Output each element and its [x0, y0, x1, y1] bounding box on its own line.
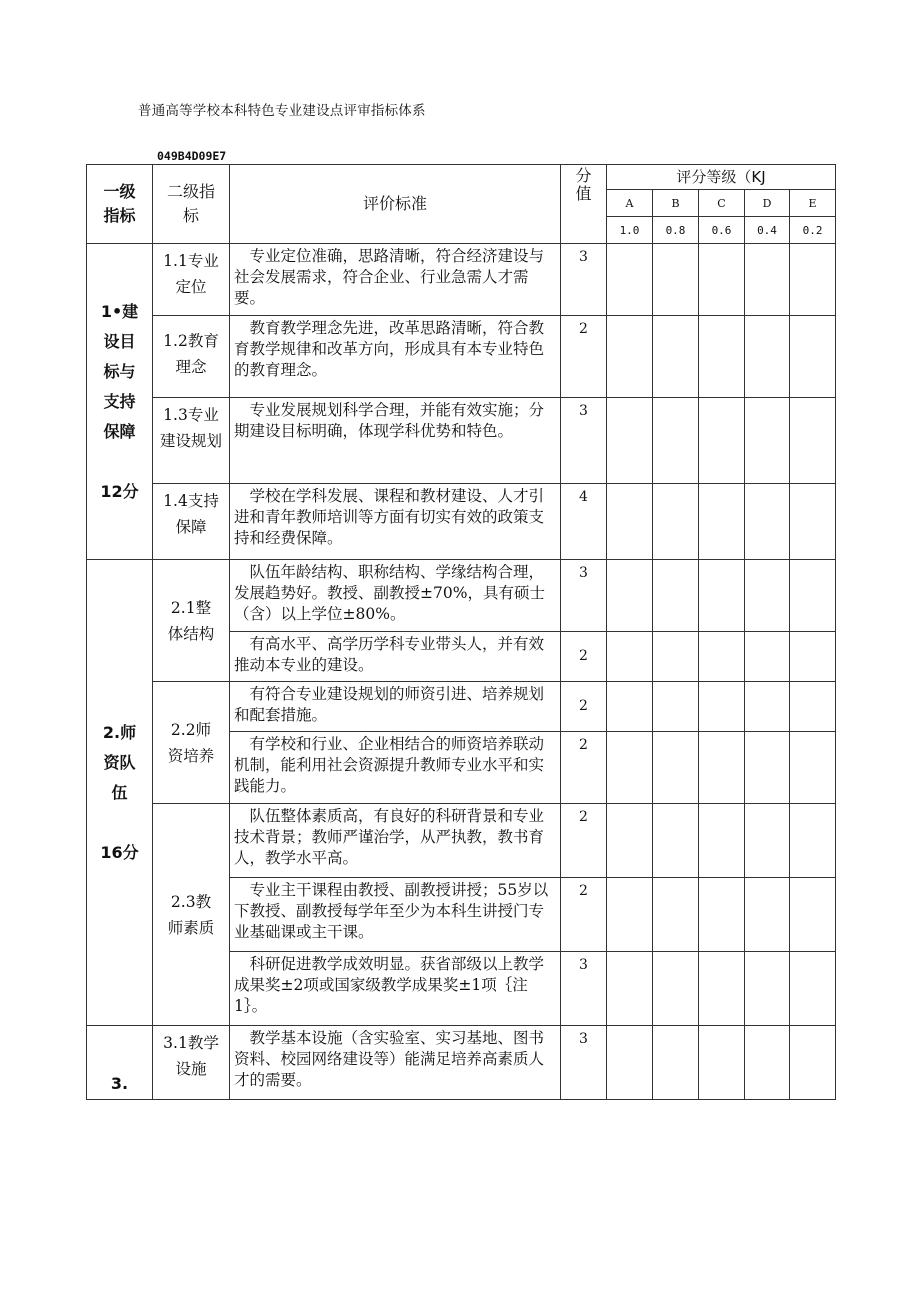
level2-cell: 3.1教学设施	[153, 1026, 230, 1100]
table-row	[87, 244, 836, 316]
level1-cell: 1•建设目标与支持保障 12分	[87, 244, 153, 560]
score-cell: 2	[561, 632, 607, 682]
header-grades: 评分等级（KJ	[607, 165, 836, 190]
level2-cell: 1.4支持保障	[153, 484, 230, 560]
table-row	[87, 316, 836, 398]
grade-value: 0.8	[653, 217, 699, 244]
table-row	[87, 484, 836, 560]
grade-letter: D	[745, 190, 790, 217]
score-cell: 3	[561, 560, 607, 632]
grade-letter: A	[607, 190, 653, 217]
score-cell: 3	[561, 952, 607, 1026]
table-row	[87, 398, 836, 484]
criteria-cell: 队伍年龄结构、职称结构、学缘结构合理，发展趋势好。教授、副教授±70%，具有硕士（含）以上学位±80%。	[230, 560, 561, 632]
table-row	[87, 682, 836, 732]
grade-value: 0.2	[790, 217, 836, 244]
table-row	[87, 804, 836, 878]
level2-cell: 1.3专业建设规划	[153, 398, 230, 484]
criteria-cell: 专业主干课程由教授、副教授讲授；55岁以下教授、副教授每学年至少为本科生讲授门专业基础课或主干课。	[230, 878, 561, 952]
score-cell: 3	[561, 398, 607, 484]
score-cell: 3	[561, 1026, 607, 1100]
level1-cell: 2.师资队伍 16分	[87, 560, 153, 1026]
criteria-cell: 学校在学科发展、课程和教材建设、人才引进和青年教师培训等方面有切实有效的政策支持和经费保障。	[230, 484, 561, 560]
grade-letter: E	[790, 190, 836, 217]
criteria-cell: 专业定位准确，思路清晰，符合经济建设与社会发展需求，符合企业、行业急需人才需要。	[230, 244, 561, 316]
level2-cell: 2.1整体结构	[153, 560, 230, 682]
score-cell: 3	[561, 244, 607, 316]
criteria-cell: 有高水平、高学历学科专业带头人，并有效推动本专业的建设。	[230, 632, 561, 682]
score-cell: 2	[561, 732, 607, 804]
score-cell: 4	[561, 484, 607, 560]
level2-cell: 1.1专业定位	[153, 244, 230, 316]
criteria-cell: 队伍整体素质高，有良好的科研背景和专业技术背景；教师严谨治学，从严执教，教书育人，教学水平高。	[230, 804, 561, 878]
grade-letter: C	[699, 190, 745, 217]
header-level2: 二级指标	[153, 165, 230, 244]
score-cell: 2	[561, 878, 607, 952]
score-cell: 2	[561, 316, 607, 398]
criteria-cell: 有符合专业建设规划的师资引进、培养规划和配套措施。	[230, 682, 561, 732]
level2-cell: 2.3教师素质	[153, 804, 230, 1026]
grade-value: 0.6	[699, 217, 745, 244]
level1-cell: 3.	[87, 1026, 153, 1100]
header-criteria: 评价标准	[230, 165, 561, 244]
grade-value: 1.0	[607, 217, 653, 244]
document-title: 普通高等学校本科特色专业建设点评审指标体系	[138, 103, 426, 119]
score-cell: 2	[561, 682, 607, 732]
criteria-cell: 有学校和行业、企业相结合的师资培养联动机制，能利用社会资源提升教师专业水平和实践能力。	[230, 732, 561, 804]
header-score: 分值	[561, 165, 607, 244]
level2-cell: 2.2师资培养	[153, 682, 230, 804]
document-code: 049B4D09E7	[157, 149, 227, 163]
criteria-cell: 教育教学理念先进，改革思路清晰，符合教育教学规律和改革方向，形成具有本专业特色的教育理念。	[230, 316, 561, 398]
criteria-cell: 教学基本设施（含实验室、实习基地、图书资料、校园网络建设等）能满足培养高素质人才的需要。	[230, 1026, 561, 1100]
grade-letter: B	[653, 190, 699, 217]
grade-value: 0.4	[745, 217, 790, 244]
level2-cell: 1.2教育理念	[153, 316, 230, 398]
table-row	[87, 560, 836, 632]
criteria-cell: 科研促进教学成效明显。获省部级以上教学成果奖±2项或国家级教学成果奖±1项｛注1｝。	[230, 952, 561, 1026]
score-cell: 2	[561, 804, 607, 878]
evaluation-table	[86, 164, 836, 1100]
criteria-cell: 专业发展规划科学合理，并能有效实施；分期建设目标明确，体现学科优势和特色。	[230, 398, 561, 484]
table-row	[87, 1026, 836, 1100]
header-level1: 一级指标	[87, 165, 153, 244]
